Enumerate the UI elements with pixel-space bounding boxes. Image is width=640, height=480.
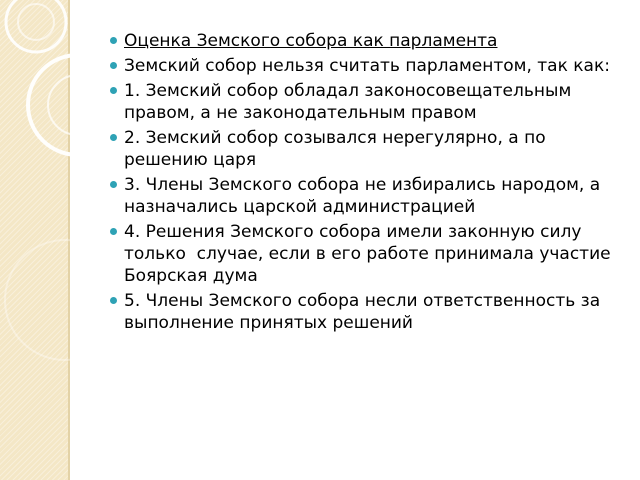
slide-content — [110, 30, 625, 337]
bullet-list — [110, 30, 625, 334]
bullet-item-point-5 — [110, 290, 625, 334]
bullet-item-point-4 — [110, 221, 625, 287]
bullet-text: 1. Земский собор обладал законосовещательным правом, а не законодательным правом — [124, 81, 572, 123]
bullet-icon — [110, 37, 117, 44]
bullet-icon — [110, 297, 117, 304]
bullet-item-heading — [110, 30, 625, 52]
bullet-item-point-1 — [110, 80, 625, 124]
bullet-icon — [110, 228, 117, 235]
slide-heading: Оценка Земского собора как парламента — [124, 31, 498, 51]
decorative-side-divider — [68, 0, 70, 480]
bullet-text: 4. Решения Земского собора имели законную силу только случае, если в его работе принимала участие Боярская дума — [124, 222, 616, 286]
bullet-text: Земский собор нельзя считать парламентом, так как: — [124, 56, 610, 76]
decorative-side-band — [0, 0, 68, 480]
bullet-text: 3. Члены Земского собора не избирались народом, а назначались царской администрацией — [124, 175, 601, 217]
bullet-item-point-2 — [110, 127, 625, 171]
bullet-icon — [110, 62, 117, 69]
bullet-item-intro — [110, 55, 625, 77]
bullet-icon — [110, 181, 117, 188]
bullet-icon — [110, 87, 117, 94]
bullet-item-point-3 — [110, 174, 625, 218]
bullet-text: 5. Члены Земского собора несли ответственность за выполнение принятых решений — [124, 291, 601, 333]
bullet-text: 2. Земский собор созывался нерегулярно, а по решению царя — [124, 128, 546, 170]
bullet-icon — [110, 134, 117, 141]
